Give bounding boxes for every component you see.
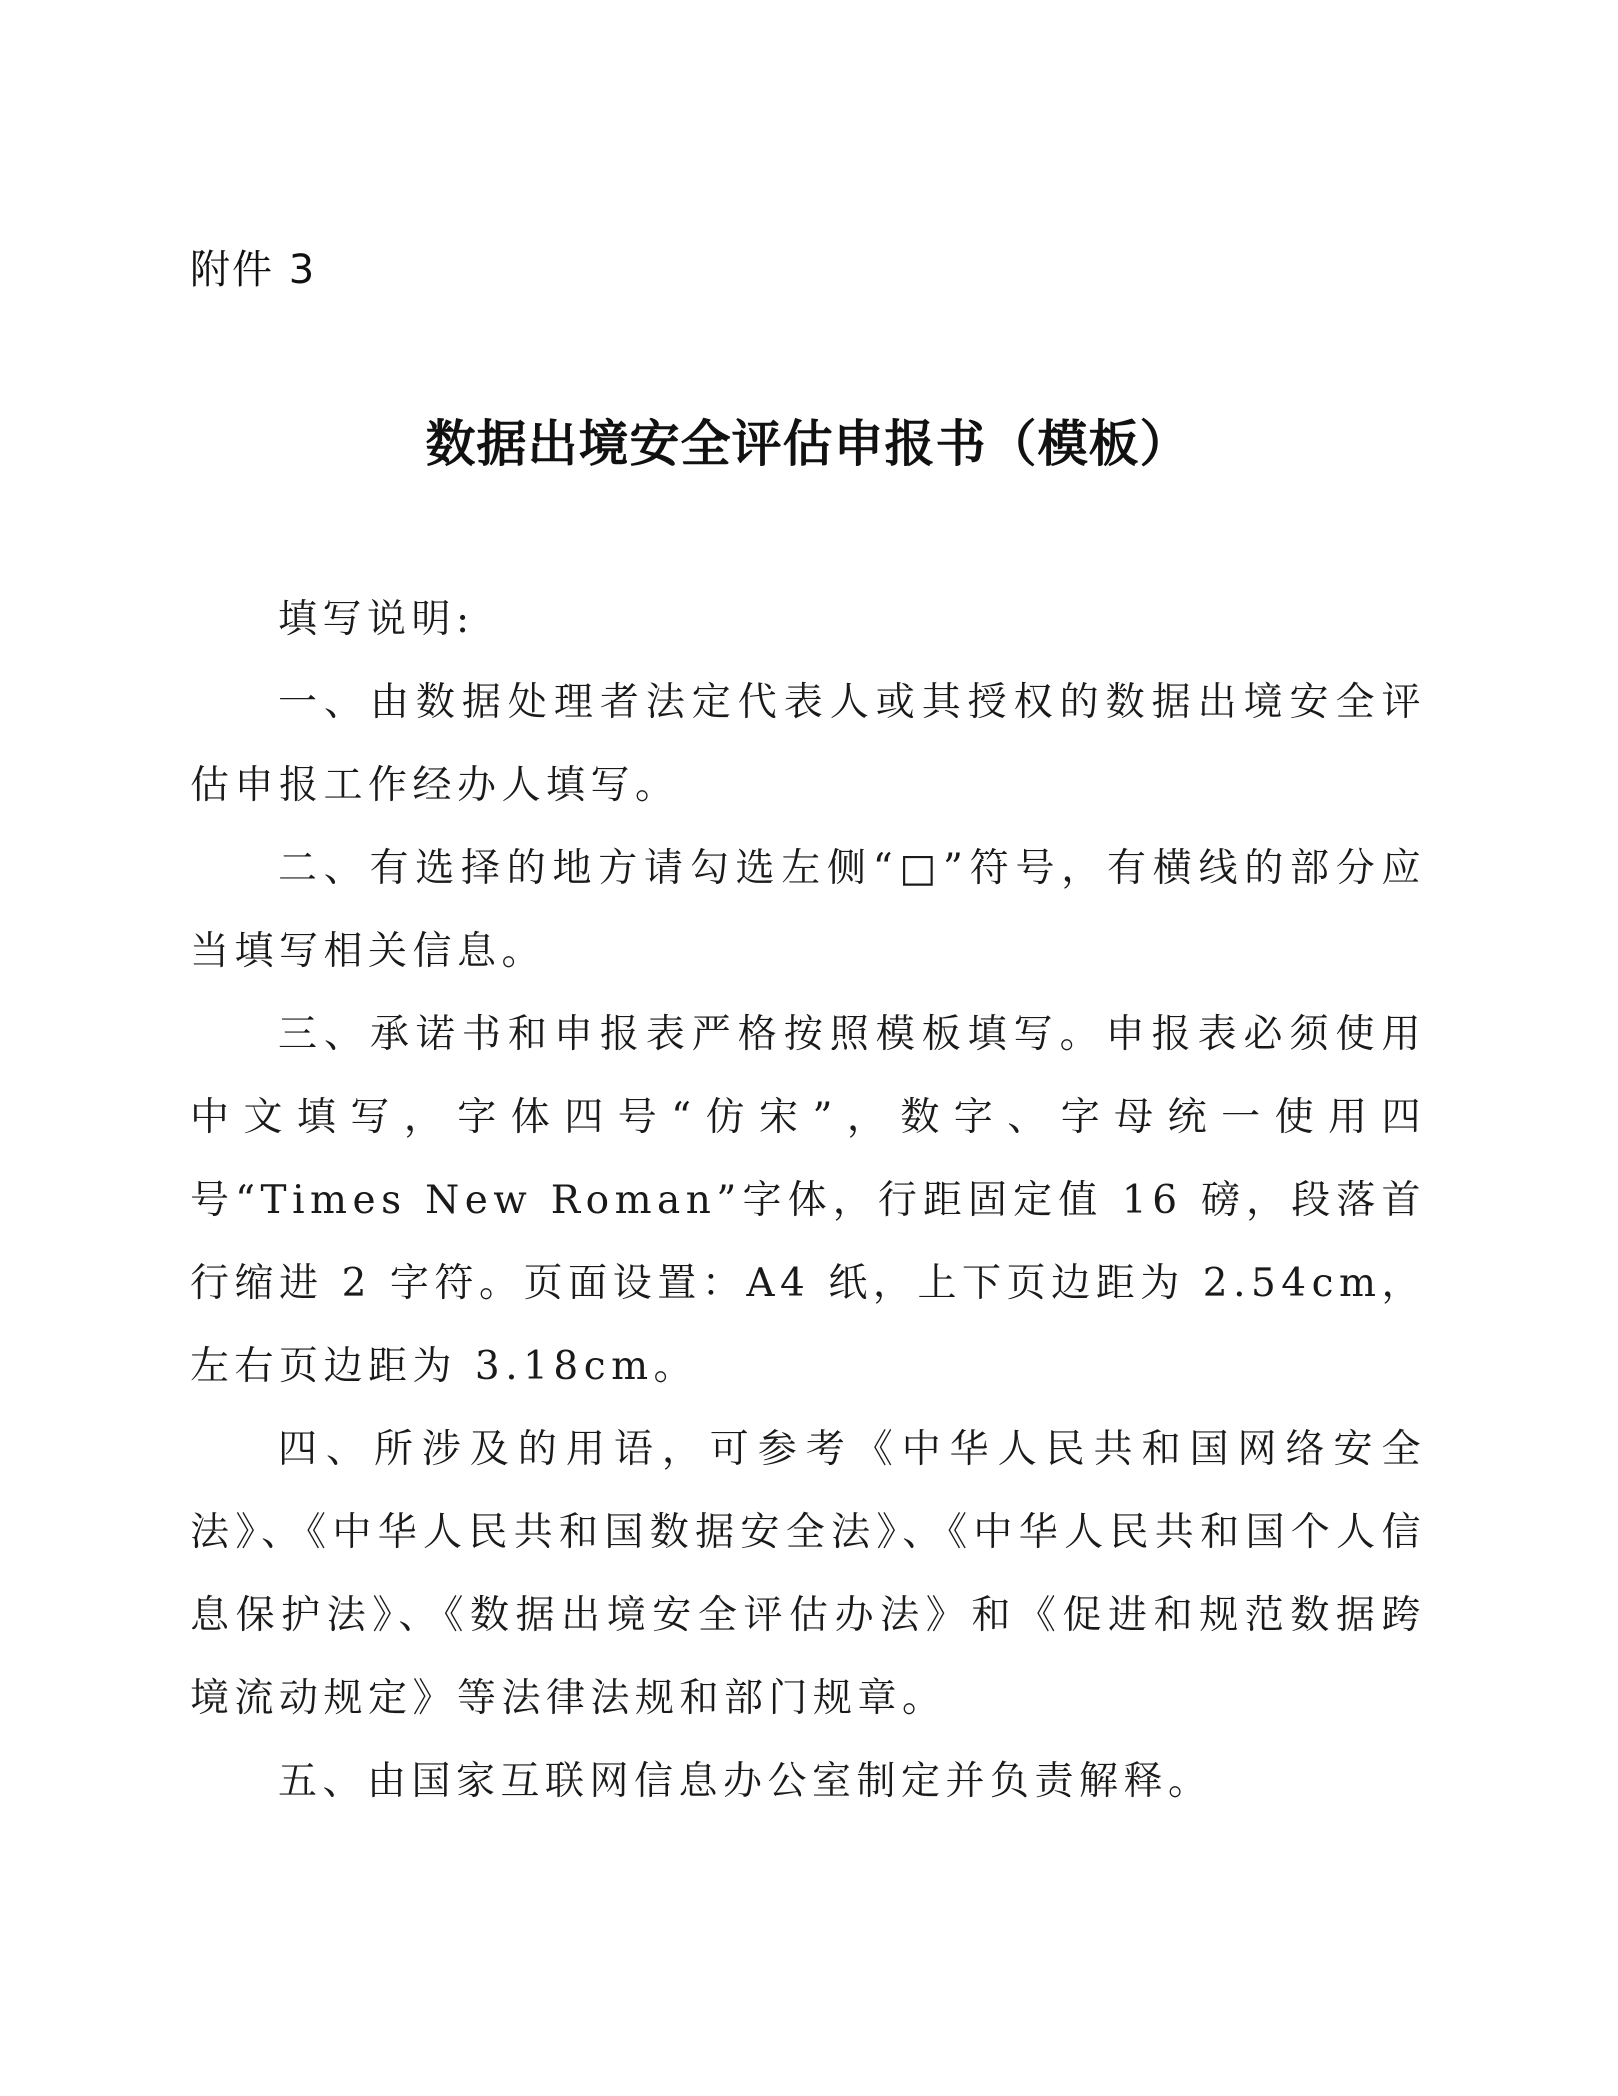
instructions-body: [190, 578, 1426, 1823]
document-title: 数据出境安全评估申报书（模板）: [425, 415, 1191, 473]
instruction-paragraph-3: 三、承诺书和申报表严格按照模板填写。申报表必须使用中文填写，字体四号“仿宋”，数字、字母统一使用四号“Times New Roman”字体，行距固定值 16 磅，段落首行缩进 2 字符。页面设置：A4 纸，上下页边距为 2.54cm，左右页边距为 3.18cm。: [190, 1012, 1426, 1389]
instruction-paragraph-1: 一、由数据处理者法定代表人或其授权的数据出境安全评估申报工作经办人填写。: [190, 680, 1426, 808]
instruction-paragraph-4: 四、所涉及的用语，可参考《中华人民共和国网络安全法》、《中华人民共和国数据安全法》、《中华人民共和国个人信息保护法》、《数据出境安全评估办法》和《促进和规范数据跨境流动规定》等法律法规和部门规章。: [190, 1427, 1426, 1721]
instructions-heading: 填写说明:: [278, 597, 475, 642]
instruction-paragraph-2: 二、有选择的地方请勾选左侧“□”符号，有横线的部分应当填写相关信息。: [190, 846, 1426, 974]
instruction-paragraph-5: 五、由国家互联网信息办公室制定并负责解释。: [278, 1759, 1213, 1804]
attachment-label: 附件 3: [190, 247, 317, 293]
